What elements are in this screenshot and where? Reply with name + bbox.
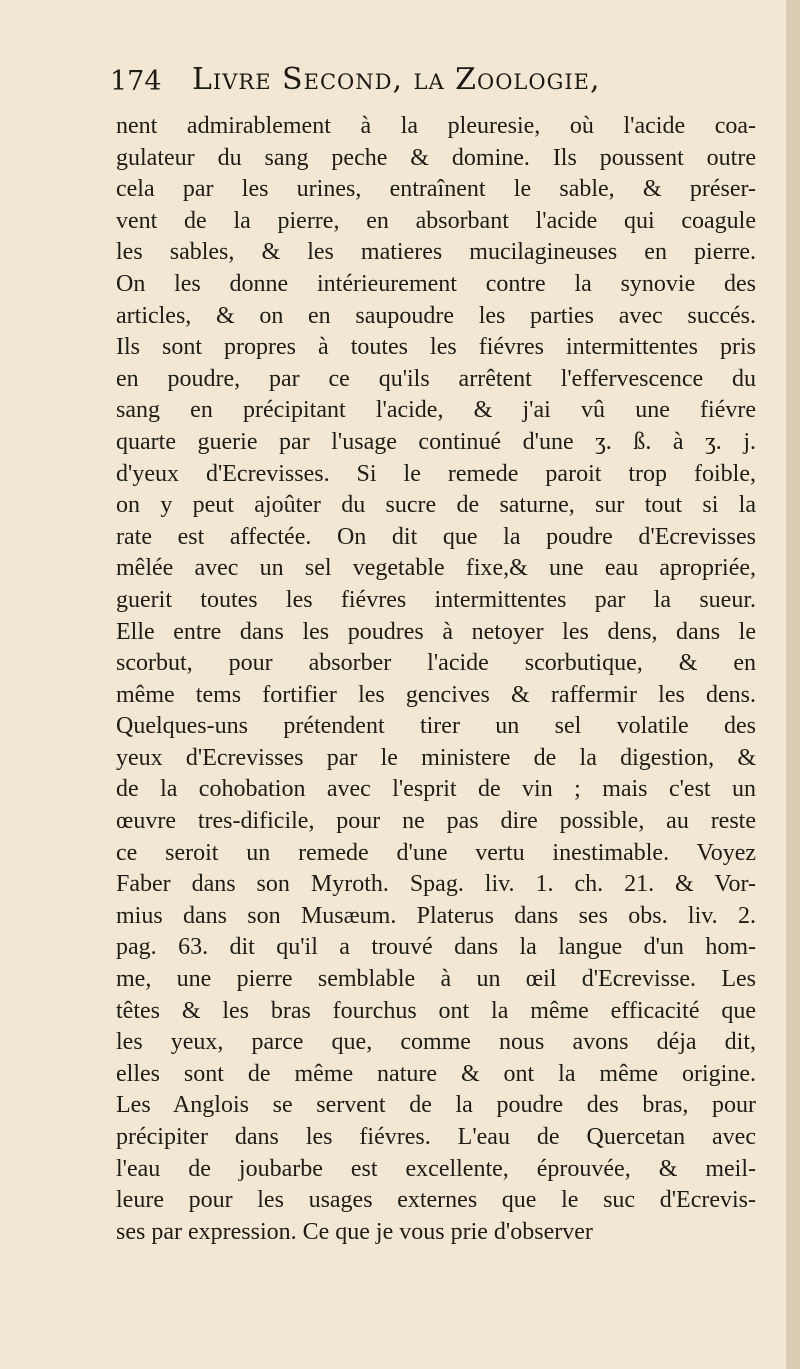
page-header [110, 60, 670, 104]
text-line: vent de la pierre, en absorbant l'acide qui coagule [116, 207, 756, 234]
text-line: en poudre, par ce qu'ils arrêtent l'effervescence du [116, 365, 756, 392]
text-line: l'eau de joubarbe est excellente, éprouvée, & meil- [116, 1155, 756, 1182]
text-line: de la cohobation avec l'esprit de vin ; mais c'est un [116, 776, 756, 803]
text-line: les sables, & les matieres mucilagineuses en pierre. [116, 239, 756, 266]
text-line: guerit toutes les fiévres intermittentes par la sueur. [116, 586, 756, 613]
text-line: leure pour les usages externes que le suc d'Ecrevis- [116, 1187, 756, 1214]
text-line: Ils sont propres à toutes les fiévres intermittentes pris [116, 334, 756, 361]
text-line: Faber dans son Myroth. Spag. liv. 1. ch. 21. & Vor- [116, 871, 756, 898]
body-text [116, 111, 756, 1248]
text-line: scorbut, pour absorber l'acide scorbutique, & en [116, 650, 756, 677]
text-line: on y peut ajoûter du sucre de saturne, sur tout si la [116, 492, 756, 519]
page-edge-shadow [786, 0, 800, 1369]
text-line: sang en précipitant l'acide, & j'ai vû une fiévre [116, 397, 756, 424]
text-line: elles sont de même nature & ont la même origine. [116, 1060, 756, 1087]
text-line: quarte guerie par l'usage continué d'une ʒ. ß. à ʒ. j. [116, 428, 756, 455]
text-line: ce seroit un remede d'une vertu inestimable. Voyez [116, 839, 756, 866]
text-line: articles, & on en saupoudre les parties avec succés. [116, 302, 756, 329]
text-line: œuvre tres-dificile, pour ne pas dire possible, au reste [116, 808, 756, 835]
text-line: même tems fortifier les gencives & raffermir les dens. [116, 681, 756, 708]
text-line: Quelques-uns prétendent tirer un sel volatile des [116, 713, 756, 740]
text-line: yeux d'Ecrevisses par le ministere de la digestion, & [116, 744, 756, 771]
text-line: Elle entre dans les poudres à netoyer les dens, dans le [116, 618, 756, 645]
text-line: gulateur du sang peche & domine. Ils poussent outre [116, 144, 756, 171]
text-line: rate est affectée. On dit que la poudre d'Ecrevisses [116, 523, 756, 550]
running-title: Livre Second, la Zoologie, [192, 62, 601, 97]
text-line: ses par expression. Ce que je vous prie d'observer [116, 1218, 593, 1245]
text-line: pag. 63. dit qu'il a trouvé dans la langue d'un hom- [116, 934, 756, 961]
page-number: 174 [110, 66, 162, 97]
text-line: On les donne intérieurement contre la synovie des [116, 270, 756, 297]
text-line: les yeux, parce que, comme nous avons déja dit, [116, 1029, 756, 1056]
text-line: têtes & les bras fourchus ont la même efficacité que [116, 997, 756, 1024]
text-line: cela par les urines, entraînent le sable, & préser- [116, 176, 756, 203]
text-line: Les Anglois se servent de la poudre des bras, pour [116, 1092, 756, 1119]
text-line: mêlée avec un sel vegetable fixe,& une eau apropriée, [116, 555, 756, 582]
text-line: nent admirablement à la pleuresie, où l'acide coa- [116, 113, 756, 139]
text-line: précipiter dans les fiévres. L'eau de Quercetan avec [116, 1124, 756, 1150]
text-line: d'yeux d'Ecrevisses. Si le remede paroit trop foible, [116, 460, 756, 487]
text-line: mius dans son Musæum. Platerus dans ses obs. liv. 2. [116, 902, 756, 929]
text-line: me, une pierre semblable à un œil d'Ecrevisse. Les [116, 966, 756, 993]
